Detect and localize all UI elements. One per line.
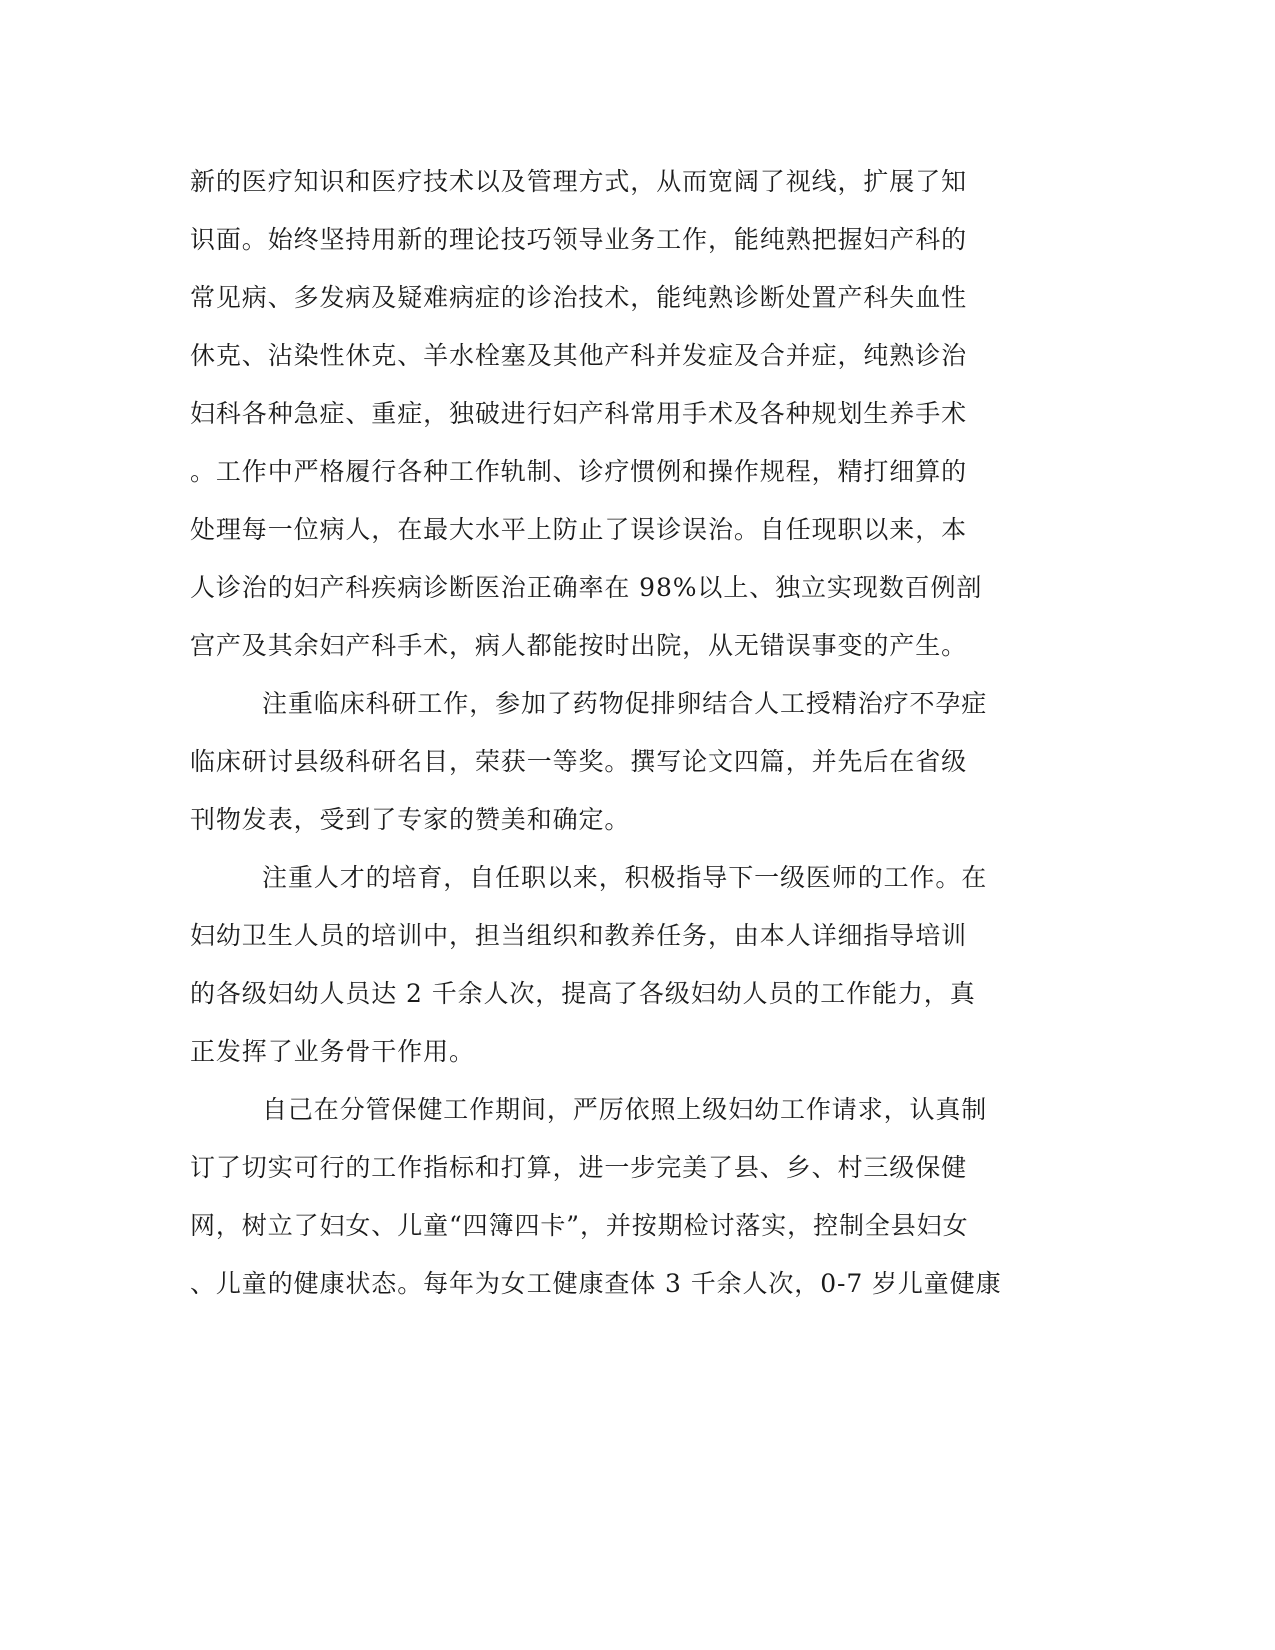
text-line: 新的医疗知识和医疗技术以及管理方式，从而宽阔了视线，扩展了知 xyxy=(190,167,968,196)
text-line: 的各级妇幼人员达 2 千余人次，提高了各级妇幼人员的工作能力，真 xyxy=(190,979,976,1008)
text-line: 人诊治的妇产科疾病诊断医治正确率在 98%以上、独立实现数百例剖 xyxy=(190,573,983,602)
text-line: 正发挥了业务骨干作用。 xyxy=(190,1037,475,1066)
text-line: 宫产及其余妇产科手术，病人都能按时出院，从无错误事变的产生。 xyxy=(190,631,968,660)
text-line: 休克、沾染性休克、羊水栓塞及其他产科并发症及合并症，纯熟诊治 xyxy=(190,341,968,370)
text-line: 处理每一位病人，在最大水平上防止了误诊误治。自任现职以来，本 xyxy=(190,515,968,544)
text-line: 、儿童的健康状态。每年为女工健康查体 3 千余人次，0-7 岁儿童健康 xyxy=(190,1269,1002,1298)
paragraph-first-line: 注重临床科研工作，参加了药物促排卵结合人工授精治疗不孕症 xyxy=(262,689,988,718)
text-line: 网，树立了妇女、儿童“四簿四卡”，并按期检讨落实，控制全县妇女 xyxy=(190,1211,969,1240)
text-line: 妇幼卫生人员的培训中，担当组织和教养任务，由本人详细指导培训 xyxy=(190,921,968,950)
paragraph-first-line: 自己在分管保健工作期间，严厉依照上级妇幼工作请求，认真制 xyxy=(262,1095,988,1124)
text-line: 妇科各种急症、重症，独破进行妇产科常用手术及各种规划生养手术 xyxy=(190,399,968,428)
paragraph-first-line: 注重人才的培育，自任职以来，积极指导下一级医师的工作。在 xyxy=(262,863,988,892)
text-line: 订了切实可行的工作指标和打算，进一步完美了县、乡、村三级保健 xyxy=(190,1153,968,1182)
text-line: 。工作中严格履行各种工作轨制、诊疗惯例和操作规程，精打细算的 xyxy=(190,457,968,486)
text-line: 临床研讨县级科研名目，荣获一等奖。撰写论文四篇，并先后在省级 xyxy=(190,747,968,776)
text-line: 识面。始终坚持用新的理论技巧领导业务工作，能纯熟把握妇产科的 xyxy=(190,225,968,254)
text-line: 常见病、多发病及疑难病症的诊治技术，能纯熟诊断处置产科失血性 xyxy=(190,283,968,312)
text-line: 刊物发表，受到了专家的赞美和确定。 xyxy=(190,805,631,834)
